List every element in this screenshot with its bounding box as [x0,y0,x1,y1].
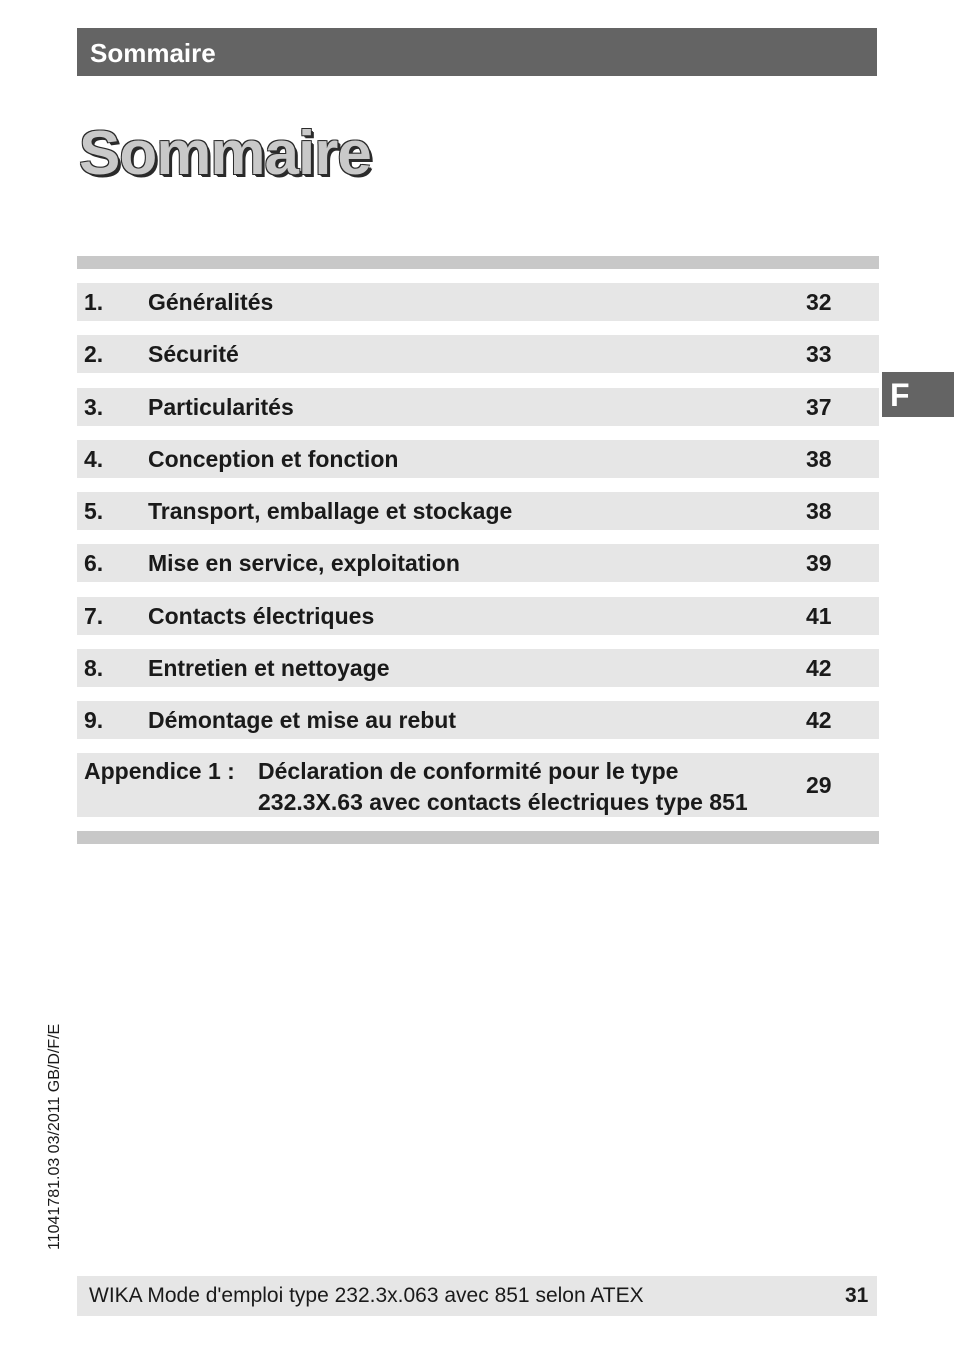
toc-entry-title: Conception et fonction [148,446,399,472]
section-header-label: Sommaire [90,38,216,68]
toc-entry-title: Mise en service, exploitation [148,550,460,576]
toc-entry-title: Généralités [148,289,274,315]
section-header [77,28,877,76]
toc-entry-number: 9. [84,707,104,733]
toc-entry-title: Particularités [148,394,294,420]
toc-entry-number: 8. [84,655,104,681]
toc-entry-7[interactable] [77,597,879,635]
toc-entry-number: 6. [84,550,104,576]
toc-entry-5[interactable] [77,492,879,530]
toc-top-divider [77,256,879,269]
toc-entry-page: 38 [806,446,832,472]
language-tab-label: F [890,377,910,413]
toc-entry-6[interactable] [77,544,879,582]
toc-entry-page: 38 [806,498,832,524]
footer-page-number: 31 [845,1284,869,1307]
page-footer [77,1276,877,1316]
toc-entry-title: Transport, emballage et stockage [148,498,513,524]
toc-entry-page: 37 [806,394,832,420]
toc-entry-8[interactable] [77,649,879,687]
toc-entry-page: 32 [806,289,832,315]
toc-entry-title: Démontage et mise au rebut [148,707,457,733]
toc-entry-page: 39 [806,550,832,576]
toc-entry-number: 5. [84,498,104,524]
toc-entry-2[interactable] [77,335,879,373]
toc-entry-appendix-1[interactable] [77,753,879,817]
toc-entry-page: 33 [806,341,832,367]
toc-entry-number: 1. [84,289,104,315]
toc-entry-page: 42 [806,655,832,681]
toc-entry-title: Sécurité [148,341,239,367]
language-tab [882,372,954,417]
toc-entry-1[interactable] [77,283,879,321]
toc-entry-3[interactable] [77,388,879,426]
appendix-title-line-2: 232.3X.63 avec contacts électriques type 851 [258,789,748,815]
footer-text: WIKA Mode d'emploi type 232.3x.063 avec 851 selon ATEX [89,1284,644,1307]
toc-entry-number: 2. [84,341,104,367]
toc-entry-page: 41 [806,603,832,629]
appendix-title-line-1: Déclaration de conformité pour le type [258,758,679,784]
toc-entry-number: 3. [84,394,104,420]
toc-entry-4[interactable] [77,440,879,478]
appendix-label: Appendice 1 : [84,758,235,784]
toc-bottom-divider [77,831,879,844]
toc-entry-title: Entretien et nettoyage [148,655,390,681]
appendix-page: 29 [806,772,832,798]
page-title: Sommaire [79,119,371,188]
toc-entry-page: 42 [806,707,832,733]
document-code: 11041781.03 03/2011 GB/D/F/E [46,1023,63,1250]
toc-entry-number: 7. [84,603,104,629]
toc-entry-title: Contacts électriques [148,603,375,629]
toc-entry-number: 4. [84,446,104,472]
toc-entry-9[interactable] [77,701,879,739]
